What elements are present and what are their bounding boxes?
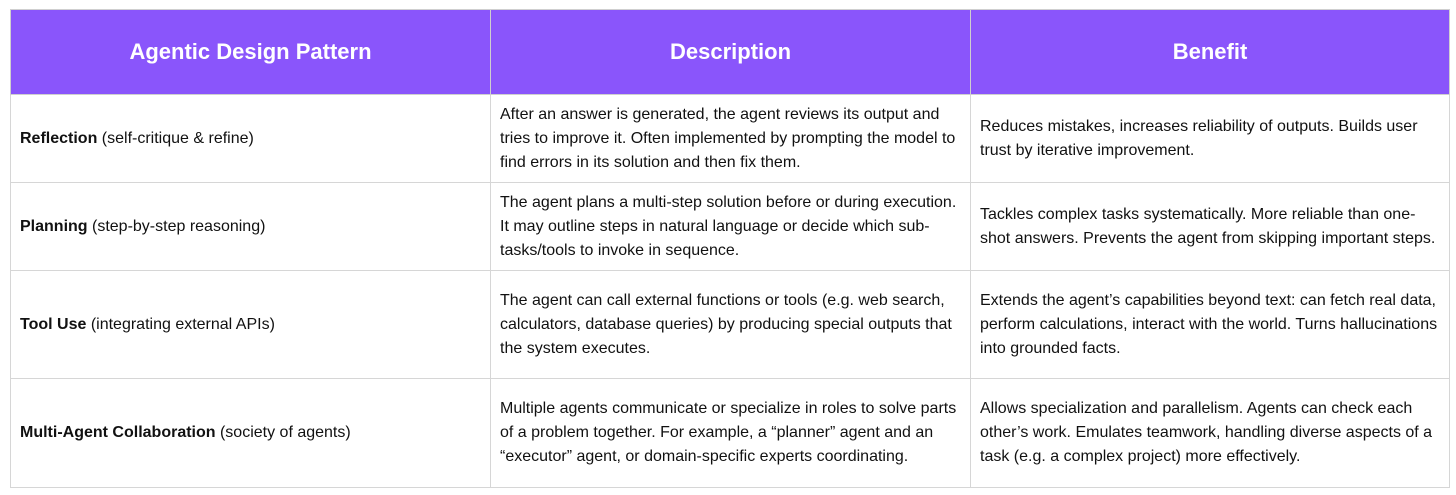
- description-cell: Multiple agents communicate or specialize in roles to solve parts of a problem together. For example, a “planner” agent and an “executor” agent, or domain-specific experts coordinating.: [491, 379, 971, 488]
- pattern-note: (step-by-step reasoning): [87, 217, 266, 235]
- table-container: [10, 9, 1449, 488]
- description-cell: The agent plans a multi-step solution before or during execution. It may outline steps in natural language or decide which sub-tasks/tools to invoke in sequence.: [491, 183, 971, 271]
- pattern-name: Planning: [20, 217, 88, 235]
- table-row: [11, 379, 1450, 488]
- pattern-cell: [11, 379, 491, 488]
- header-benefit: Benefit: [971, 10, 1450, 95]
- table-row: [11, 183, 1450, 271]
- pattern-name: Multi-Agent Collaboration: [20, 424, 216, 441]
- header-pattern: Agentic Design Pattern: [11, 10, 491, 95]
- pattern-note: (self-critique & refine): [97, 129, 254, 147]
- pattern-note: (integrating external APIs): [86, 315, 275, 333]
- benefit-cell: Allows specialization and parallelism. Agents can check each other’s work. Emulates teamwork, handling diverse aspects of a task (e.g. a complex project) more effectively.: [971, 379, 1450, 488]
- table-row: [11, 271, 1450, 379]
- description-cell: The agent can call external functions or tools (e.g. web search, calculators, database queries) by producing special outputs that the system executes.: [491, 271, 971, 379]
- pattern-cell: [11, 271, 491, 379]
- benefit-cell: Reduces mistakes, increases reliability of outputs. Builds user trust by iterative improvement.: [971, 95, 1450, 183]
- benefit-cell: Extends the agent’s capabilities beyond text: can fetch real data, perform calculations, interact with the world. Turns hallucinations into grounded facts.: [971, 271, 1450, 379]
- header-row: [11, 10, 1450, 95]
- pattern-name: Reflection: [20, 129, 98, 147]
- description-cell: After an answer is generated, the agent reviews its output and tries to improve it. Often implemented by prompting the model to find errors in its solution and then fix them.: [491, 95, 971, 183]
- pattern-note: (society of agents): [215, 424, 351, 441]
- header-description: Description: [491, 10, 971, 95]
- agentic-patterns-table: [10, 9, 1450, 488]
- table-row: [11, 95, 1450, 183]
- pattern-name: Tool Use: [20, 315, 87, 333]
- pattern-cell: [11, 183, 491, 271]
- pattern-cell: [11, 95, 491, 183]
- benefit-cell: Tackles complex tasks systematically. More reliable than one-shot answers. Prevents the agent from skipping important steps.: [971, 183, 1450, 271]
